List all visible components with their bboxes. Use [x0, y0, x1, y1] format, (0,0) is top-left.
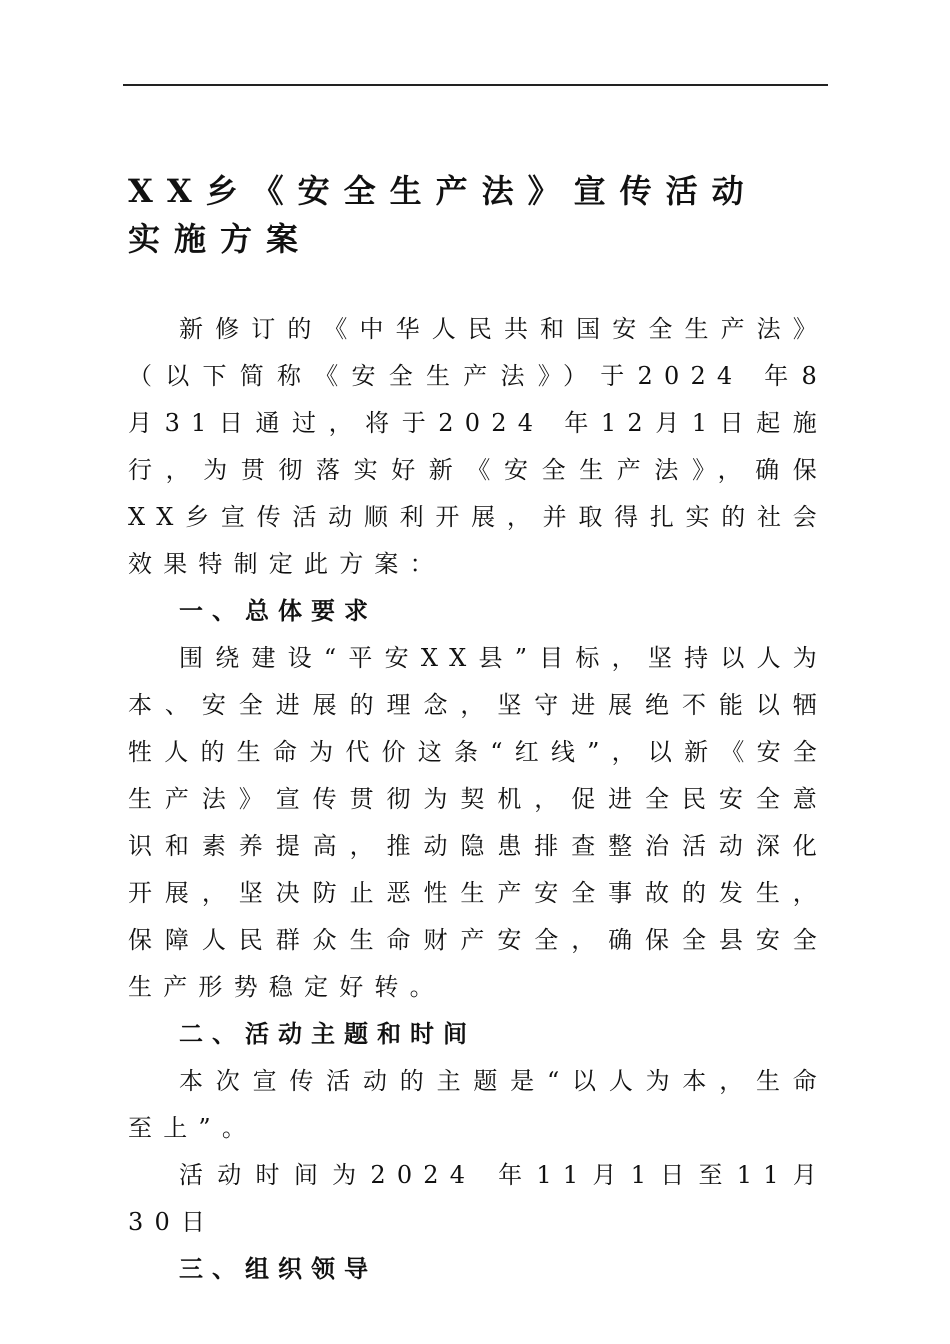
section-2-heading: 二、活动主题和时间: [179, 1020, 476, 1048]
document-body: [128, 306, 828, 1293]
section-2-theme-paragraph: 本次宣传活动的主题是“以人为本，生命至上”。: [128, 1067, 828, 1142]
title-line-2: 实施方案: [128, 220, 313, 258]
section-3-heading: 三、组织领导: [179, 1255, 377, 1283]
section-1-paragraph: 围绕建设“平安XX县”目标，坚持以人为本、安全进展的理念，坚守进展绝不能以牺牲人的生命为代价这条“红线”，以新《安全生产法》宣传贯彻为契机，促进全民安全意识和素养提高，推动隐患排查整治活动深化开展，坚决防止恶性生产安全事故的发生，保障人民群众生命财产安全，确保全县安全生产形势稳定好转。: [128, 644, 828, 1001]
title-line-1: XX乡《安全生产法》宣传活动: [128, 172, 758, 210]
intro-paragraph: 新修订的《中华人民共和国安全生产法》（以下简称《安全生产法》）于2024 年8月31日通过，将于2024 年12月1日起施行，为贯彻落实好新《安全生产法》，确保XX乡宣传活动顺利开展，并取得扎实的社会效果特制定此方案：: [128, 315, 828, 578]
header-rule: [123, 84, 828, 86]
section-2-time-paragraph: 活动时间为2024 年11月1日至11月30日: [128, 1161, 828, 1236]
section-1-heading: 一、总体要求: [179, 597, 377, 625]
document-title: [128, 167, 828, 263]
